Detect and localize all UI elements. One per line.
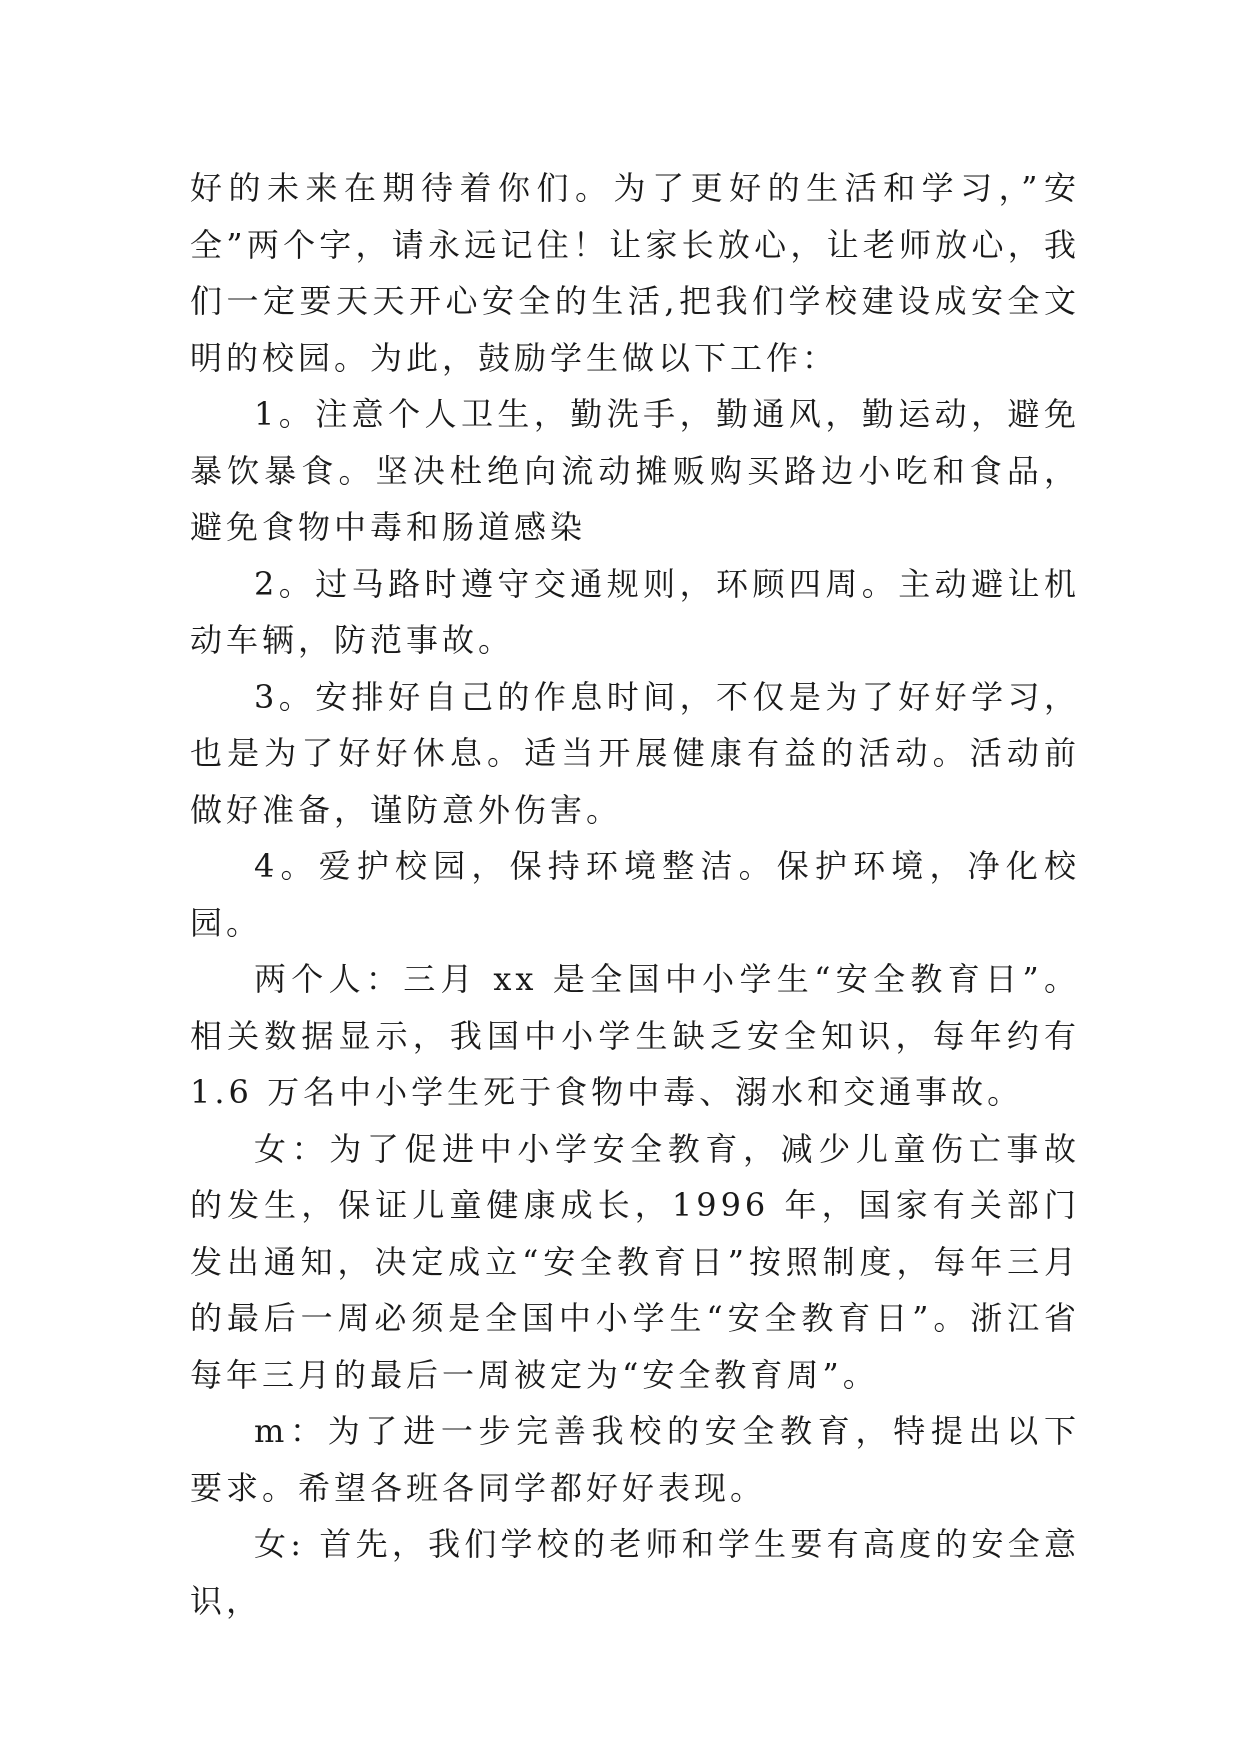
paragraph-dialogue-both: 两个人：三月 xx 是全国中小学生“安全教育日”。相关数据显示，我国中小学生缺乏安全知识，每年约有 1.6 万名中小学生死于食物中毒、溺水和交通事故。 [190, 960, 1080, 1111]
paragraph-item-3: 3。安排好自己的作息时间，不仅是为了好好学习，也是为了好好休息。适当开展健康有益的活动。活动前做好准备，谨防意外伤害。 [190, 677, 1080, 829]
paragraph-dialogue-female-2: 女: 首先，我们学校的老师和学生要有高度的安全意识， [190, 1525, 1080, 1620]
document-body [190, 160, 1080, 1629]
paragraph-item-4: 4。爱护校园，保持环境整洁。保护环境，净化校园。 [190, 847, 1080, 942]
paragraph-item-1: 1。注意个人卫生，勤洗手，勤通风，勤运动，避免暴饮暴食。坚决杜绝向流动摊贩购买路边小吃和食品，避免食物中毒和肠道感染 [190, 395, 1080, 546]
paragraph-item-2: 2。过马路时遵守交通规则，环顾四周。主动避让机动车辆，防范事故。 [190, 564, 1080, 659]
paragraph-dialogue-female-1: 女：为了促进中小学安全教育，减少儿童伤亡事故的发生，保证儿童健康成长，1996 年，国家有关部门发出通知，决定成立“安全教育日”按照制度，每年三月的最后一周必须是全国中小学生“安全教育日”。浙江省每年三月的最后一周被定为“安全教育周”。 [190, 1129, 1080, 1394]
paragraph-dialogue-male: m：为了进一步完善我校的安全教育，特提出以下要求。希望各班各同学都好好表现。 [190, 1412, 1080, 1507]
paragraph-intro: 好的未来在期待着你们。为了更好的生活和学习，”安全”两个字，请永远记住！让家长放心，让老师放心，我们一定要天天开心安全的生活,把我们学校建设成安全文明的校园。为此，鼓励学生做以下工作： [190, 169, 1080, 377]
